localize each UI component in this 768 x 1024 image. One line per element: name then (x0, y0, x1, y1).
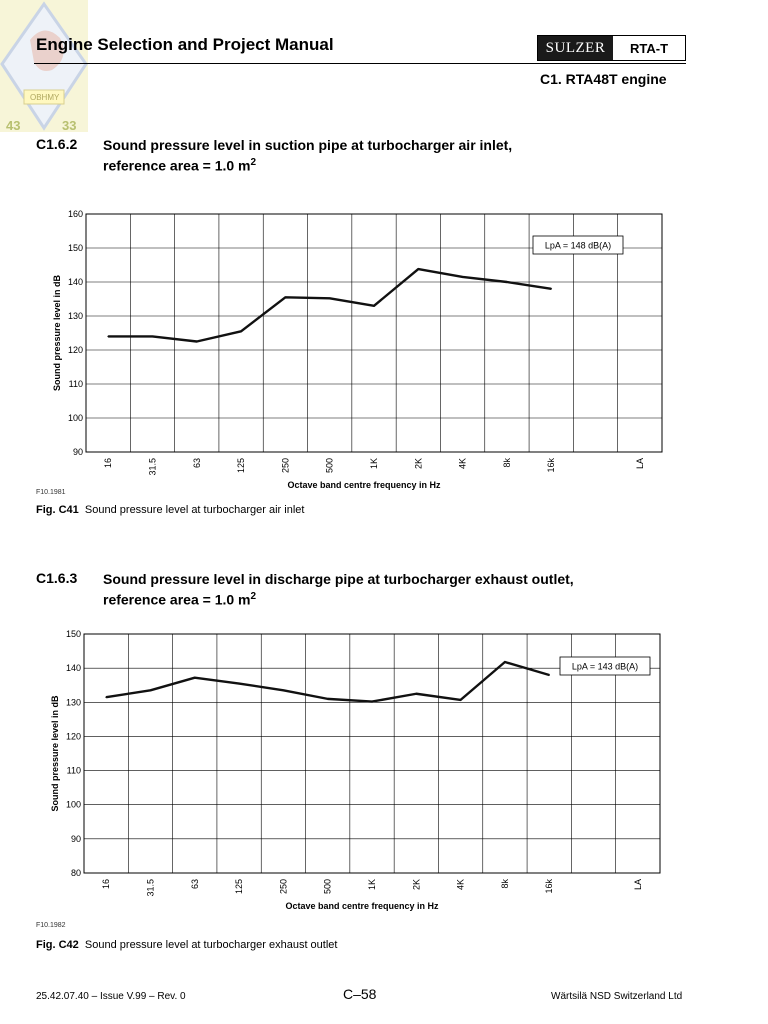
x-tick-label: 4K (457, 458, 468, 470)
y-tick-label: 140 (65, 663, 81, 674)
figure2-title-line2 (103, 588, 574, 609)
x-axis-title: Octave band centre frequency in Hz (287, 480, 441, 490)
x-tick-label: 250 (278, 879, 289, 895)
y-tick-label: 130 (65, 697, 81, 708)
data-point (327, 698, 329, 700)
x-tick-label: 2K (411, 879, 422, 891)
x-tick-label: 125 (234, 879, 245, 895)
data-point (416, 693, 418, 695)
figure2-title-line2-text: reference area = 1.0 m (103, 591, 251, 608)
data-point (194, 677, 196, 679)
data-point (460, 699, 462, 701)
annotation-label: LpA = 143 dB(A) (571, 661, 639, 672)
x-tick-label: 16 (103, 458, 114, 469)
header-rule (34, 63, 686, 64)
data-point (506, 281, 508, 283)
stamp-right-number: 33 (62, 118, 77, 133)
x-tick-label: 125 (236, 458, 247, 474)
y-tick-label: 80 (70, 868, 81, 878)
x-tick-label: 2K (413, 458, 424, 470)
section-heading: C1. RTA48T engine (540, 71, 667, 87)
brand-name: SULZER (538, 36, 613, 60)
stamp-left-number: 43 (6, 118, 21, 133)
figure2-title (103, 570, 574, 609)
x-axis-title: Octave band centre frequency in Hz (285, 901, 439, 911)
figure2-caption-label: Fig. C42 (36, 939, 79, 951)
footer-company: Wärtsilä NSD Switzerland Ltd (551, 991, 683, 1002)
x-tick-label: LA (632, 879, 643, 891)
figure1-ref-code: F10.1981 (36, 489, 66, 496)
data-point (548, 674, 550, 676)
y-tick-label: 120 (65, 731, 81, 742)
figure1-caption (36, 504, 304, 516)
figure2-caption-text: Sound pressure level at turbocharger exhaust outlet (84, 939, 338, 951)
data-point (150, 690, 152, 692)
data-point (373, 305, 375, 307)
chart-air-inlet (0, 200, 700, 500)
brand-badge (537, 35, 686, 61)
chart-exhaust-outlet (0, 620, 700, 920)
figure1-caption-label: Fig. C41 (36, 504, 79, 516)
figure1-title-line2 (103, 154, 512, 175)
x-tick-label: LA (634, 458, 645, 470)
y-tick-label: 120 (67, 345, 83, 355)
y-tick-label: 150 (65, 629, 81, 639)
y-tick-label: 110 (68, 379, 83, 389)
data-point (238, 683, 240, 685)
figure1-caption-text: Sound pressure level at turbocharger air inlet (84, 504, 305, 516)
data-point (504, 661, 506, 663)
x-tick-label: 4K (455, 879, 466, 891)
figure1-title-line1: Sound pressure level in suction pipe at turbocharger air inlet, (103, 137, 513, 153)
engine-model: RTA-T (629, 40, 669, 56)
manual-title: Engine Selection and Project Manual (36, 35, 334, 54)
y-axis-title: Sound pressure level in dB (52, 274, 62, 392)
y-tick-label: 100 (67, 413, 83, 423)
figure1-section-number: C1.6.2 (36, 136, 78, 152)
x-tick-label: 63 (189, 879, 200, 890)
figure2-caption (36, 939, 337, 951)
x-tick-label: 16 (101, 879, 112, 890)
y-tick-label: 90 (72, 447, 83, 457)
x-tick-label: 8k (499, 879, 510, 889)
y-tick-label: 90 (70, 833, 81, 844)
y-tick-label: 140 (67, 277, 83, 287)
x-tick-label: 31.5 (147, 458, 158, 476)
x-tick-label: 250 (280, 458, 291, 474)
data-point (371, 701, 373, 703)
figure1-title (103, 136, 512, 175)
y-tick-label: 160 (67, 209, 83, 219)
x-tick-label: 500 (324, 458, 335, 474)
annotation-label: LpA = 148 dB(A) (544, 240, 612, 251)
figure1-title-sup: 2 (250, 157, 257, 168)
figure2-title-line1: Sound pressure level in discharge pipe at turbocharger exhaust outlet, (103, 571, 574, 587)
figure2-section-number: C1.6.3 (36, 570, 78, 586)
y-tick-label: 150 (67, 243, 83, 253)
x-tick-label: 1K (369, 458, 379, 470)
data-point (105, 696, 107, 698)
figure1-title-line2-text: reference area = 1.0 m (103, 157, 251, 174)
x-tick-label: 63 (191, 458, 202, 469)
figure2-title-sup: 2 (250, 591, 257, 602)
x-tick-label: 1K (367, 879, 377, 891)
data-point (418, 268, 420, 270)
data-point (196, 341, 198, 343)
x-tick-label: 500 (322, 879, 333, 895)
footer-document-id: 25.42.07.40 – Issue V.99 – Rev. 0 (36, 991, 186, 1002)
data-point (152, 336, 154, 338)
data-point (240, 331, 242, 333)
x-tick-label: 16k (544, 879, 555, 894)
y-tick-label: 110 (66, 765, 81, 776)
data-point (285, 297, 287, 299)
data-point (283, 690, 285, 692)
data-point (107, 336, 109, 338)
x-tick-label: 16k (546, 458, 557, 473)
stamp-text: OBHMY (30, 93, 60, 102)
data-point (462, 276, 464, 278)
data-point (550, 288, 552, 290)
footer-page-number: C–58 (343, 986, 377, 1002)
data-point (329, 298, 331, 300)
y-tick-label: 100 (65, 799, 81, 810)
x-tick-label: 31.5 (145, 879, 156, 897)
x-tick-label: 8k (501, 458, 512, 468)
figure2-ref-code: F10.1982 (36, 922, 66, 929)
y-tick-label: 130 (67, 311, 83, 321)
y-axis-title: Sound pressure level in dB (50, 695, 60, 812)
